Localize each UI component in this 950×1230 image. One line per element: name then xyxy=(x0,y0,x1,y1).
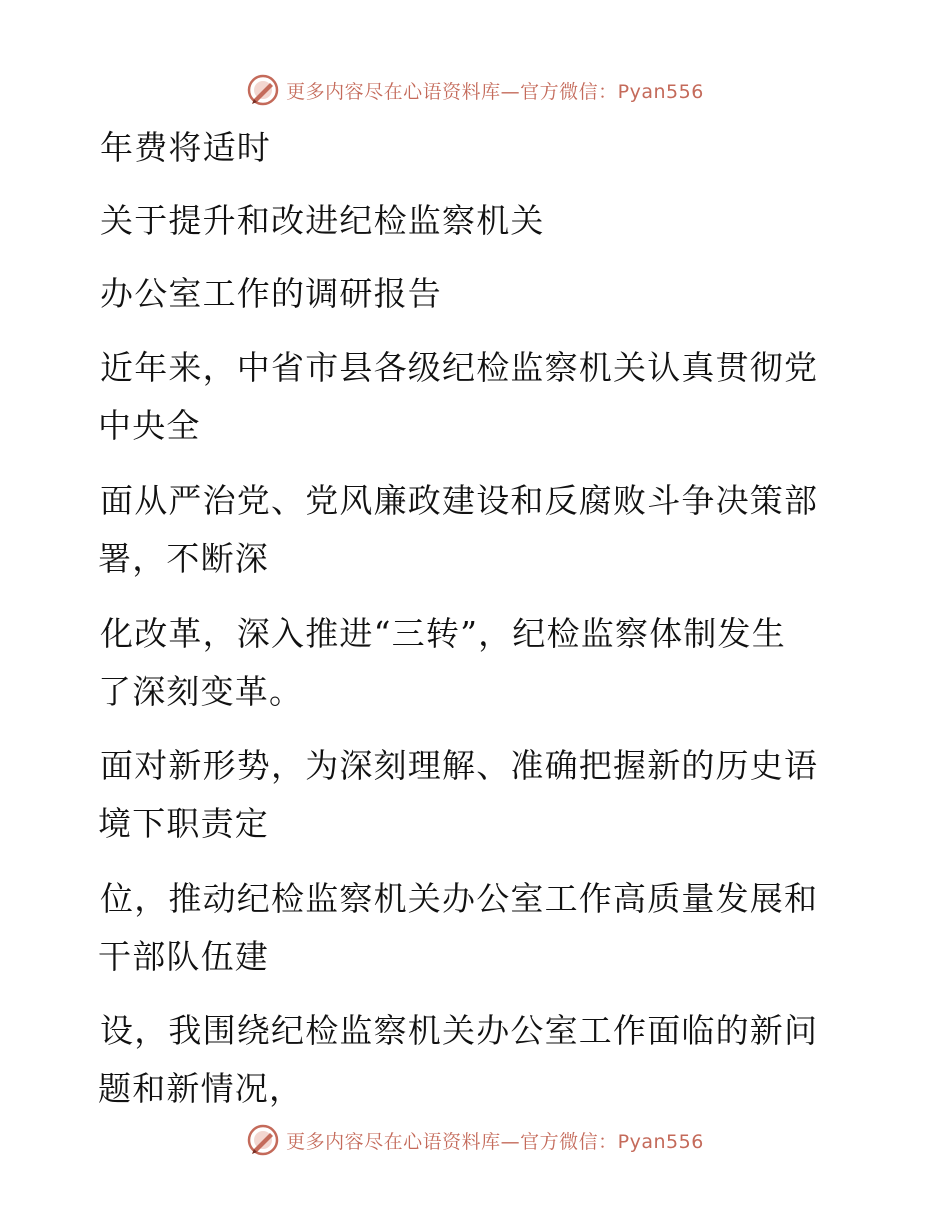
text-line: 化改革，深入推进“三转”，纪检监察体制发生 xyxy=(100,614,786,653)
watermark-text: 更多内容尽在心语资料库—官方微信：Pyan556 xyxy=(286,80,704,103)
pen-logo-icon xyxy=(246,73,280,107)
text-line: 干部队伍建 xyxy=(98,937,269,976)
text-line: 面对新形势，为深刻理解、准确把握新的历史语 xyxy=(100,746,819,785)
footer-watermark xyxy=(0,1120,950,1160)
text-line: 境下职责定 xyxy=(98,804,269,843)
text-line: 位，推动纪检监察机关办公室工作高质量发展和 xyxy=(100,879,819,918)
text-line: 了深刻变革。 xyxy=(98,672,304,711)
text-line: 署，不断深 xyxy=(98,539,269,578)
text-line: 设，我围绕纪检监察机关办公室工作面临的新问 xyxy=(100,1011,819,1050)
watermark-text: 更多内容尽在心语资料库—官方微信：Pyan556 xyxy=(286,1130,704,1153)
pen-logo-icon xyxy=(246,1123,280,1157)
text-line: 办公室工作的调研报告 xyxy=(100,274,442,313)
text-line: 题和新情况， xyxy=(98,1069,304,1108)
text-line: 年费将适时 xyxy=(100,128,271,167)
text-line: 关于提升和改进纪检监察机关 xyxy=(100,201,545,240)
text-line: 面从严治党、党风廉政建设和反腐败斗争决策部 xyxy=(100,481,819,520)
header-watermark xyxy=(0,70,950,110)
text-line: 中央全 xyxy=(98,406,201,445)
text-line: 近年来，中省市县各级纪检监察机关认真贯彻党 xyxy=(100,348,819,387)
